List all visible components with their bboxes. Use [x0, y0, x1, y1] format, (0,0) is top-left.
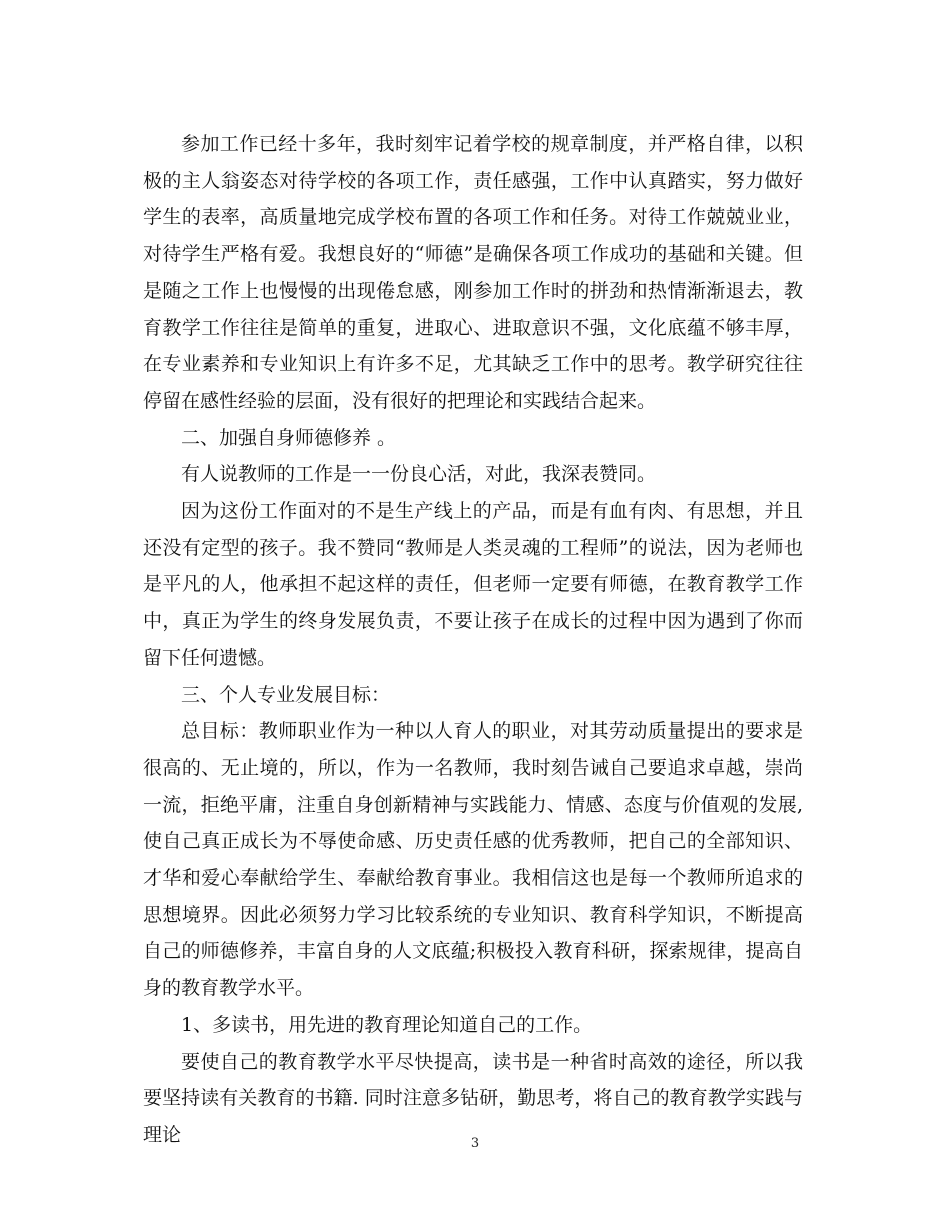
heading-read-more: 1、多读书，用先进的教育理论知道自己的工作。: [181, 1013, 593, 1036]
paragraph-teacher-responsibility: 因为这份工作面对的不是生产线上的产品，而是有血有肉、有思想，并且还没有定型的孩子。我不赞同“教师是人类灵魂的工程师”的说法，因为老师也是平凡的人，他承担不起这样的责任，但老师一定要有师德，在教育教学工作中，真正为学生的终身发展负责，不要让孩子在成长的过程中因为遇到了你而留下任何遗憾。: [143, 500, 803, 669]
paragraph-work-reflection: 参加工作已经十多年，我时刻牢记着学校的规章制度，并严格自律，以积极的主人翁姿态对待学校的各项工作，责任感强，工作中认真踏实，努力做好学生的表率，高质量地完成学校布置的各项工作和任务。对待工作兢兢业业，对待学生严格有爱。我想良好的“师德”是确保各项工作成功的基础和关键。但是随之工作上也慢慢的出现倦怠感，刚参加工作时的拼劲和热情渐渐退去，教育教学工作往往是简单的重复，进取心、进取意识不强，文化底蕴不够丰厚，在专业素养和专业知识上有许多不足，尤其缺乏工作中的思考。教学研究往往停留在感性经验的层面，没有很好的把理论和实践结合起来。: [143, 133, 803, 412]
heading-professional-goals: 三、个人专业发展目标：: [181, 683, 391, 706]
document-body: [143, 126, 803, 1154]
paragraph-conscience-work: 有人说教师的工作是一一份良心活，对此，我深表赞同。: [181, 463, 657, 486]
page-number: 3: [470, 1136, 480, 1151]
paragraph-overall-goal: 总目标：教师职业作为一种以人育人的职业，对其劳动质量提出的要求是很高的、无止境的，所以，作为一名教师，我时刻告诫自己要追求卓越，崇尚一流，拒绝平庸，注重自身创新精神与实践能力、情感、态度与价值观的发展,使自己真正成长为不辱使命感、历史责任感的优秀教师，把自己的全部知识、才华和爱心奉献给学生、奉献给教育事业。我相信这也是每一个教师所追求的思想境界。因此必须努力学习比较系统的专业知识、教育科学知识，不断提高自己的师德修养，丰富自身的人文底蕴;积极投入教育科研，探索规律，提高自身的教育教学水平。: [143, 720, 803, 1000]
heading-strengthen-ethics: 二、加强自身师德修养 。: [181, 426, 397, 449]
paragraph-reading-method: 要使自己的教育教学水平尽快提高，读书是一种省时高效的途径，所以我要坚持读有关教育的书籍. 同时注意多钻研，勤思考，将自己的教育教学实践与理论: [143, 1050, 803, 1146]
